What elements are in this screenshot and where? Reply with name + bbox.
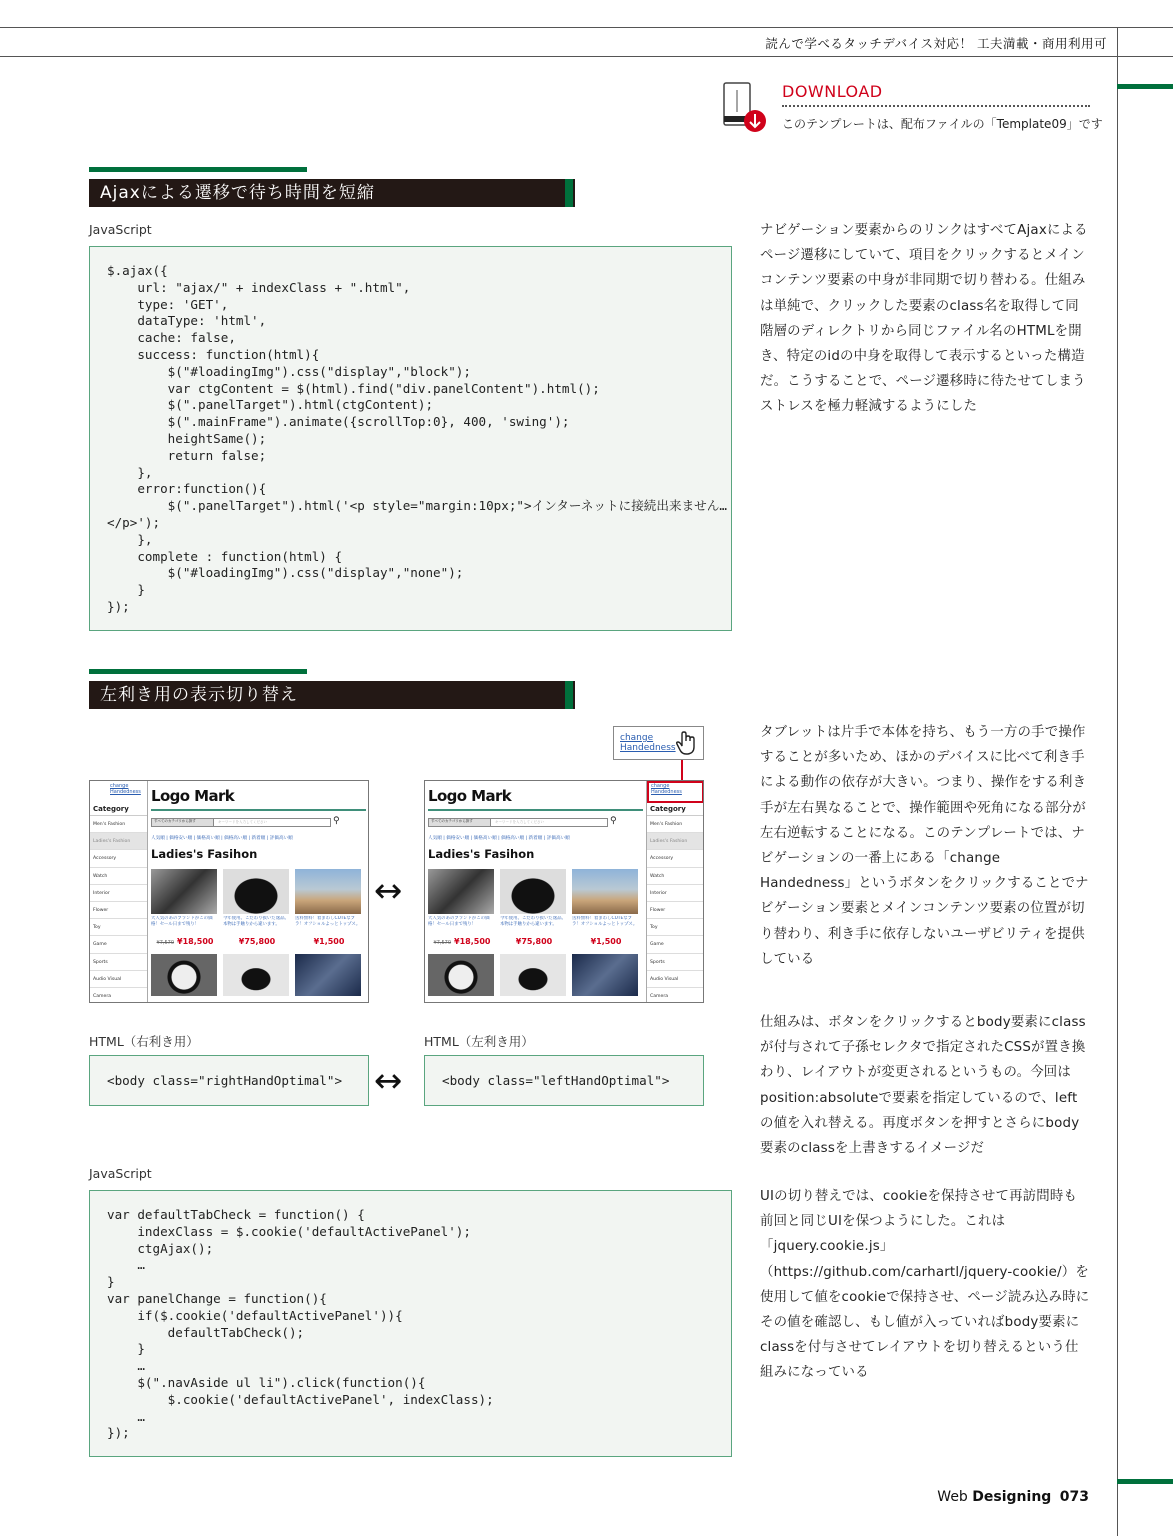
shot1-product-price xyxy=(223,937,291,946)
section2-code: var defaultTabCheck = function() { indexClass = $.cookie('defaultActivePanel'); ctgAjax(); … } var panelChange = function(){ if($.cookie('defaultActivePanel')){ defaultTabCheck(); } … $(".navAside ul li").click(function(){ $.cookie('defaultActivePanel', indexClass); … }); xyxy=(107,1207,494,1441)
download-icon xyxy=(720,82,770,134)
shot2-product-price xyxy=(572,937,640,946)
section2-body3-text: UIの切り替えでは、cookieを保持させて再訪問時も前回と同じUIを保つようにした。これは「jquery.cookie.js」（https://github.com/carhartl/jquery-cookie/）を使用して値をcookieで保持させ、ページ読み込み時にその値を確認し、もし値が入っていればbody要素にclassを付与させてレイアウトを切り替えるという仕組みになっている xyxy=(760,1189,1090,1381)
shot2-cat-item[interactable]: Toy xyxy=(647,919,704,936)
shot1-product[interactable] xyxy=(295,869,363,996)
section1-code-box xyxy=(89,246,732,631)
shot2-category-heading: Category xyxy=(647,803,704,816)
screenshot-left-handed xyxy=(424,780,704,1003)
shot1-logo-rule xyxy=(151,809,366,811)
section1-heading-text: Ajaxによる遷移で待ち時間を短縮 xyxy=(100,183,375,203)
callout-link-text: change Handedness xyxy=(620,733,676,753)
shot1-cat-item[interactable]: Toy xyxy=(90,919,147,936)
footer-magazine-designing: Designing xyxy=(972,1489,1052,1505)
shot1-price-value: ¥18,500 xyxy=(177,937,214,946)
shoe-photo xyxy=(151,869,217,914)
shot1-cat-item[interactable]: Men's Fashion xyxy=(90,816,147,833)
shot1-product[interactable] xyxy=(151,869,219,996)
callout-connector xyxy=(681,760,683,780)
section2-body2-text: 仕組みは、ボタンをクリックするとbody要素にclassが付与されて子孫セレクタで指定されたCSSが置き換わり、レイアウトが変更されるというもの。今回はposition:absoluteで要素を指定しているので、leftの値を入れ替える。再度ボタンを押すとさらにbody要素のclassを上書きするイメージだ xyxy=(760,1015,1086,1157)
shot2-title: Ladies's Fasihon xyxy=(428,847,535,861)
shot1-search[interactable] xyxy=(151,818,331,827)
shot2-cat-item[interactable]: Flower xyxy=(647,902,704,919)
section1-heading xyxy=(89,179,575,207)
shot2-cat-item[interactable]: Watch xyxy=(647,868,704,885)
shot1-search-dropdown[interactable]: すべてのカテゴリから探す xyxy=(152,819,214,826)
shot2-search-placeholder: キーワードを入力してください xyxy=(495,820,544,824)
shot2-cat-item[interactable]: Sports xyxy=(647,954,704,971)
shot1-product-price xyxy=(295,937,363,946)
bow-photo xyxy=(223,954,289,996)
shot1-cat-item[interactable]: Game xyxy=(90,936,147,953)
shot2-product-desc[interactable]: 送料無料！着まわしCUTEなブラ！オフショルよっとトップス。 xyxy=(572,916,638,927)
shot1-main xyxy=(148,781,368,1003)
shot1-search-placeholder: キーワードを入力してください xyxy=(218,820,267,824)
html-right-code: <body class="rightHandOptimal"> xyxy=(107,1073,343,1088)
bow-photo xyxy=(500,954,566,996)
shot2-price-value: ¥75,800 xyxy=(515,937,553,946)
section2-heading-marker xyxy=(565,681,573,709)
section1-code: $.ajax({ url: "ajax/" + indexClass + ".html", type: 'GET', dataType: 'html', cache: false, success: function(html){ $("#loadingImg").css("display","block"); var ctgContent = $(html).find("div.panelContent").html(); $(".panelTarget").html(ctgContent); $(".mainFrame").animate({scrollTop:0}, 400, 'swing'); heightSame(); return false; }, error:function(){ $(".panelTarget").html('<p style="margin:10px;">インターネットに接続出来ません… </p>'); }, complete : function(html) { $("#loadingImg").css("display","none"); } }); xyxy=(107,263,727,614)
change-handedness-callout xyxy=(613,726,704,760)
shot1-cat-item[interactable]: Watch xyxy=(90,868,147,885)
header-top-rule xyxy=(0,27,1173,28)
header-tagline: 読んで学べるタッチデバイス対応！ 工夫満載・商用利用可 xyxy=(765,36,1107,51)
shot2-search-dropdown[interactable]: すべてのカテゴリから探す xyxy=(429,819,491,826)
page-number: 073 xyxy=(1059,1489,1089,1505)
margin-rule xyxy=(1117,27,1118,1536)
shot2-cat-item[interactable]: Audio Visual xyxy=(647,971,704,988)
shot2-cat-item[interactable]: Men's Fashion xyxy=(647,816,704,833)
shot2-cat-item[interactable]: Accessory xyxy=(647,850,704,867)
shot1-old-price: ¥7,570 xyxy=(156,940,175,946)
shot2-sort-links[interactable]: 人気順 | 価格安い順 | 価格高い順 | 価格高い順 | 新着順 | 評価高い順 xyxy=(428,836,570,841)
shot1-title: Ladies's Fasihon xyxy=(151,847,258,861)
html-right-label: HTML（右利き用） xyxy=(89,1034,199,1049)
html-right-code-box xyxy=(89,1055,369,1106)
shot2-change-link[interactable]: change Handedness xyxy=(647,781,704,803)
footer-folio xyxy=(937,1489,1089,1505)
section1-code-label: JavaScript xyxy=(89,222,152,237)
section2-accent xyxy=(89,669,307,674)
download-title: DOWNLOAD xyxy=(782,82,883,101)
section2-body2 xyxy=(760,1010,1090,1161)
hat-photo xyxy=(223,869,289,914)
model-photo xyxy=(295,869,361,914)
shot1-product[interactable] xyxy=(223,869,291,996)
shot1-product-price xyxy=(151,937,219,946)
header-bottom-rule xyxy=(0,56,1173,57)
shot2-main xyxy=(425,781,645,1003)
shot1-sort-links[interactable]: 人気順 | 価格安い順 | 価格高い順 | 価格高い順 | 新着順 | 評価高い順 xyxy=(151,836,293,841)
swap-arrow-icon: ↔ xyxy=(374,1061,403,1101)
shot1-product-desc[interactable]: 大人気のあのブランドがこの価格！セール日まで残り！ xyxy=(151,916,213,927)
shot2-cat-item[interactable]: Ladies's Fashion xyxy=(647,833,704,850)
section2-body1-text: タブレットは片手で本体を持ち、もう一方の手で操作することが多いため、ほかのデバイスに比べて利き手による動作の依存が大きい。つまり、操作をする利き手が左右異なることで、操作範囲や死角になる部分が左右逆転することになる。このテンプレートでは、ナビゲーションの一番上にある「change Handedness」というボタンをクリックすることでナビゲーション要素とメインコンテンツ要素の位置が切り替わり、利き手に依存しないユーザビリティを提供している xyxy=(760,725,1089,967)
shot1-change-link[interactable]: change Handedness xyxy=(110,783,141,795)
shot1-category-heading: Category xyxy=(90,803,147,816)
screenshot-right-handed xyxy=(89,780,369,1003)
clock-photo xyxy=(428,954,494,996)
shot2-cat-item[interactable]: Interior xyxy=(647,885,704,902)
shoe-photo xyxy=(428,869,494,914)
shot2-product-price xyxy=(428,937,496,946)
swap-arrow-icon: ↔ xyxy=(374,871,403,911)
shot1-product-desc[interactable]: 今年使用。こだわり抜いた逸品。本物は手触りから違います。 xyxy=(223,916,289,927)
footer-magazine-web: Web xyxy=(937,1489,968,1505)
section1-accent xyxy=(89,167,307,172)
html-left-label: HTML（左利き用） xyxy=(424,1034,534,1049)
shot1-sidebar xyxy=(90,781,148,1003)
woman-photo xyxy=(295,954,361,996)
section2-body1 xyxy=(760,720,1090,972)
html-left-code: <body class="leftHandOptimal"> xyxy=(442,1073,670,1088)
section2-heading xyxy=(89,681,575,709)
shot2-cat-item[interactable]: Camera xyxy=(647,988,704,1003)
section1-heading-marker xyxy=(565,179,573,207)
shot2-price-value: ¥1,500 xyxy=(590,937,622,946)
shot1-price-value: ¥75,800 xyxy=(238,937,276,946)
shot2-cat-item[interactable]: Game xyxy=(647,936,704,953)
section2-code-box xyxy=(89,1190,732,1457)
shot1-logo: Logo Mark xyxy=(151,787,235,805)
shot1-search-icon[interactable]: ⚲ xyxy=(333,816,340,826)
shot1-cat-item[interactable]: Accessory xyxy=(90,850,147,867)
section1-body xyxy=(760,218,1090,420)
shot2-product[interactable] xyxy=(572,869,640,996)
shot2-old-price: ¥7,570 xyxy=(433,940,452,946)
model-photo xyxy=(572,869,638,914)
woman-photo xyxy=(572,954,638,996)
clock-photo xyxy=(151,954,217,996)
shot2-product[interactable] xyxy=(500,869,568,996)
shot1-cat-item[interactable]: Interior xyxy=(90,885,147,902)
shot2-price-value: ¥18,500 xyxy=(454,937,491,946)
edge-accent-top xyxy=(1117,84,1173,89)
download-dotted-rule xyxy=(782,105,1090,107)
shot2-product-price xyxy=(500,937,568,946)
hat-photo xyxy=(500,869,566,914)
html-left-code-box xyxy=(424,1055,704,1106)
shot2-product-desc[interactable]: 今年使用。こだわり抜いた逸品。本物は手触りから違います。 xyxy=(500,916,566,927)
shot2-search-icon[interactable]: ⚲ xyxy=(610,816,617,826)
shot1-cat-item[interactable]: Camera xyxy=(90,988,147,1003)
hand-pointer-icon xyxy=(675,730,699,760)
shot2-product-desc[interactable]: 大人気のあのブランドがこの価格！セール日まで残り！ xyxy=(428,916,490,927)
shot2-search[interactable] xyxy=(428,818,608,827)
section1-body-text: ナビゲーション要素からのリンクはすべてAjaxによるページ遷移にしていて、項目をクリックするとメインコンテンツ要素の中身が非同期で切り替わる。仕組みは単純で、クリックした要素のclass名を取得して同階層のディレクトリから同じファイル名のHTMLを開き、特定のidの中身を取得して表示するといった構造だ。こうすることで、ページ遷移時に待たせてしまうストレスを極力軽減するようにした xyxy=(760,223,1088,415)
shot2-logo: Logo Mark xyxy=(428,787,512,805)
shot1-cat-item[interactable]: Ladies's Fashion xyxy=(90,833,147,850)
shot1-price-value: ¥1,500 xyxy=(313,937,345,946)
download-text: このテンプレートは、配布ファイルの「Template09」です xyxy=(782,117,1103,131)
edge-accent-bottom xyxy=(1117,1479,1173,1484)
shot2-product[interactable] xyxy=(428,869,496,996)
shot2-sidebar xyxy=(646,781,704,1003)
shot1-cat-item[interactable]: Sports xyxy=(90,954,147,971)
shot1-cat-item[interactable]: Audio Visual xyxy=(90,971,147,988)
section2-heading-text: 左利き用の表示切り替え xyxy=(100,685,298,705)
shot1-cat-item[interactable]: Flower xyxy=(90,902,147,919)
shot2-logo-rule xyxy=(428,809,643,811)
section2-body3 xyxy=(760,1184,1090,1386)
shot1-product-desc[interactable]: 送料無料！着まわしCUTEなブラ！オフショルよっとトップス。 xyxy=(295,916,361,927)
section2-code-label: JavaScript xyxy=(89,1166,152,1181)
